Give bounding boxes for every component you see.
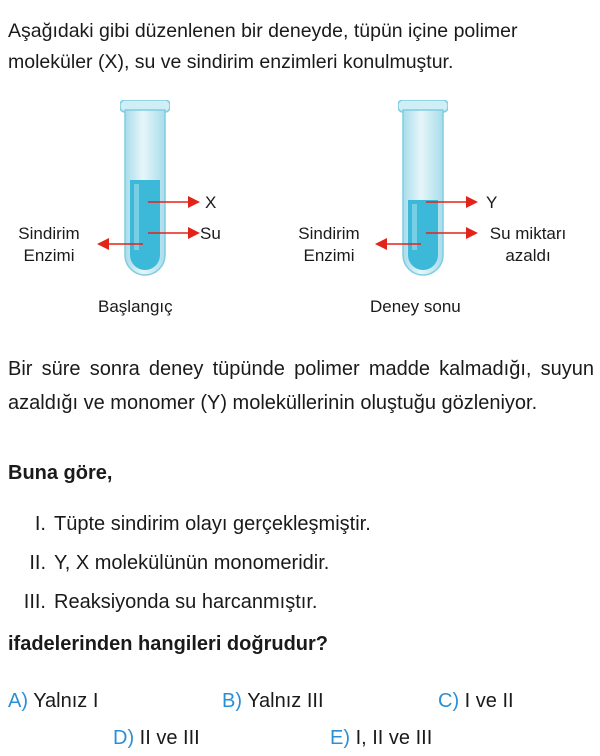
statement-2 <box>0 550 329 576</box>
statement-text: Reaksiyonda su harcanmıştır. <box>54 591 318 613</box>
question-text: ifadelerinden hangileri doğrudur? <box>8 633 329 655</box>
statement-1 <box>0 511 371 537</box>
option-letter: C) <box>438 690 460 712</box>
option-c[interactable] <box>438 690 514 713</box>
option-text: II ve III <box>139 727 200 749</box>
observation-paragraph: Bir süre sonra deney tüpünde polimer madde kalmadığı, suyun azaldığı ve monomer (Y) moleküllerinin oluştuğu gözleniyor. <box>8 358 594 414</box>
option-b[interactable] <box>222 690 324 713</box>
label-water-decreased: Su miktarı azaldı <box>489 224 567 265</box>
statement-number: I. <box>34 513 46 535</box>
option-letter: D) <box>113 727 135 749</box>
option-letter: B) <box>222 690 242 712</box>
label-enzyme-right: Sindirim Enzimi <box>298 224 360 265</box>
option-letter: A) <box>8 690 28 712</box>
label-enzyme-left: Sindirim Enzimi <box>18 224 80 265</box>
option-a[interactable] <box>8 690 98 713</box>
statement-text: Y, X molekülünün monomeridir. <box>54 552 330 574</box>
statement-3 <box>0 589 317 615</box>
option-text: Yalnız I <box>33 690 99 712</box>
intro-text: Aşağıdaki gibi düzenlenen bir deneyde, tüpün içine polimer moleküler (X), su ve sindirim enzimleri konulmuştur. <box>8 20 518 73</box>
statement-number: II. <box>29 552 46 574</box>
option-text: Yalnız III <box>247 690 324 712</box>
option-text: I ve II <box>464 690 514 712</box>
option-d[interactable] <box>113 727 200 750</box>
label-su: Su <box>200 224 221 243</box>
caption-end: Deney sonu <box>370 297 461 316</box>
label-x: X <box>205 193 217 212</box>
option-text: I, II ve III <box>355 727 433 749</box>
label-y: Y <box>486 193 498 212</box>
option-letter: E) <box>330 727 350 749</box>
statement-text: Tüpte sindirim olayı gerçekleşmiştir. <box>54 513 371 535</box>
statement-number: III. <box>23 591 46 613</box>
caption-start: Başlangıç <box>98 297 173 316</box>
option-e[interactable] <box>330 727 432 750</box>
lead-text: Buna göre, <box>8 462 113 484</box>
